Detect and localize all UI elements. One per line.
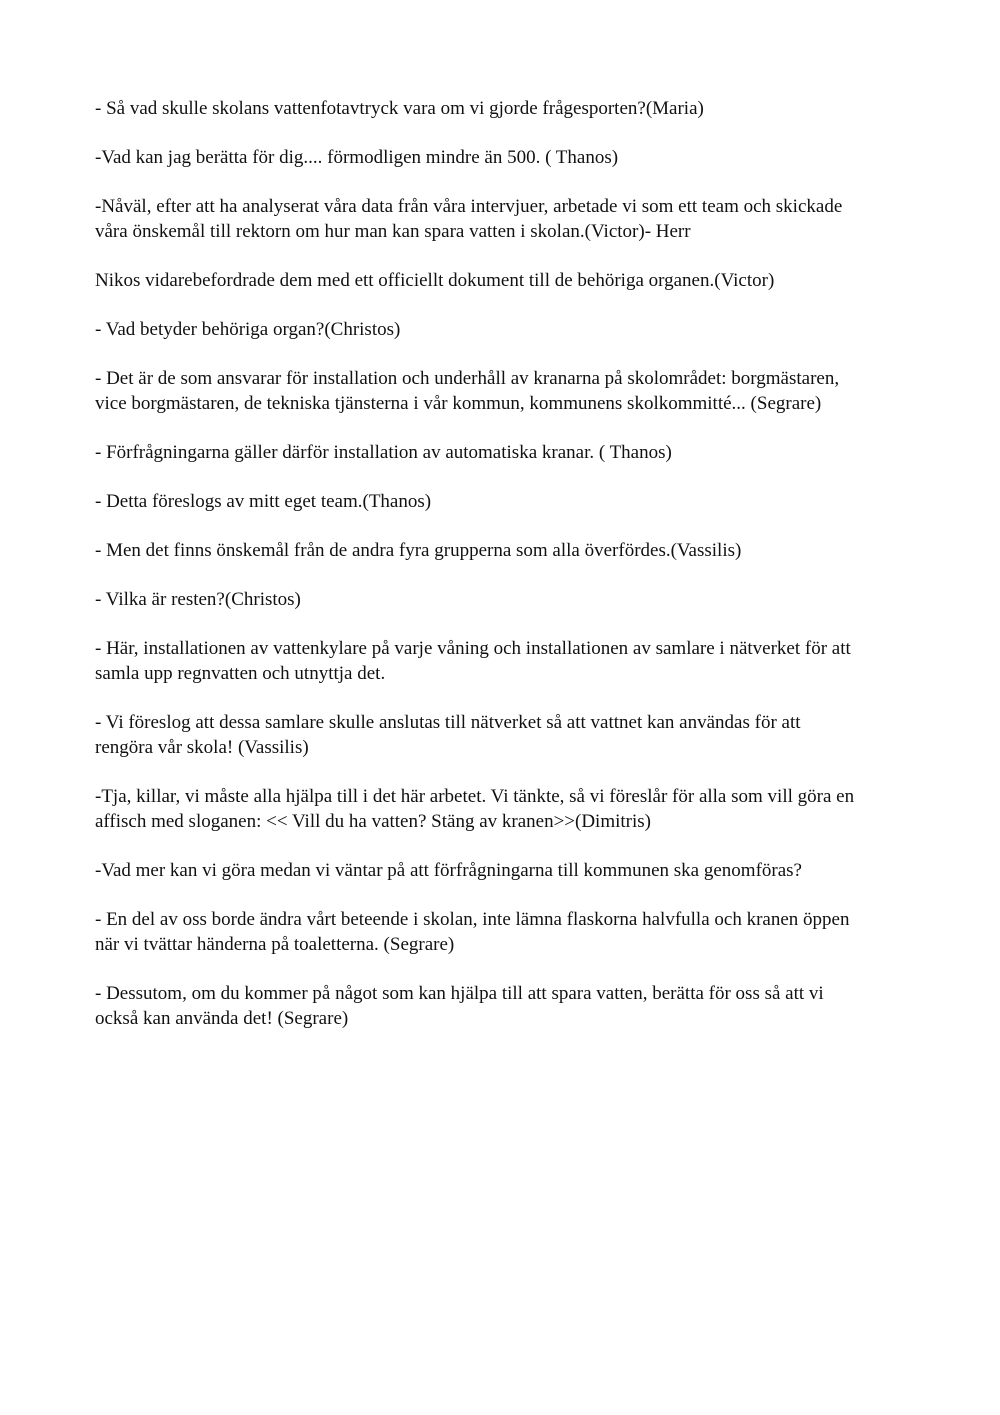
paragraph-10: - Vilka är resten?(Christos) (95, 589, 301, 610)
paragraph-14: -Vad mer kan vi göra medan vi väntar på att förfrågningarna till kommunen ska genomföras? (95, 860, 802, 881)
paragraph-15: - En del av oss borde ändra vårt beteende i skolan, inte lämna flaskorna halvfulla och kranen öppen när vi tvättar händerna på toaletterna. (Segrare) (95, 909, 850, 955)
paragraph-4: Nikos vidarebefordrade dem med ett officiellt dokument till de behöriga organen.(Victor) (95, 270, 775, 291)
paragraph-16: - Dessutom, om du kommer på något som kan hjälpa till att spara vatten, berätta för oss så att vi också kan använda det! (Segrare) (95, 983, 824, 1029)
paragraph-7: - Förfrågningarna gäller därför installation av automatiska kranar. ( Thanos) (95, 442, 672, 463)
paragraph-12: - Vi föreslog att dessa samlare skulle anslutas till nätverket så att vattnet kan användas för att rengöra vår skola! (Vassilis) (95, 712, 801, 758)
paragraph-5: - Vad betyder behöriga organ?(Christos) (95, 319, 401, 340)
paragraph-8: - Detta föreslogs av mitt eget team.(Thanos) (95, 491, 432, 512)
paragraph-13: -Tja, killar, vi måste alla hjälpa till i det här arbetet. Vi tänkte, så vi föreslår för alla som vill göra en affisch med sloganen: << Vill du ha vatten? Stäng av kranen>>(Dimitris) (95, 786, 855, 832)
paragraph-1: - Så vad skulle skolans vattenfotavtryck vara om vi gjorde frågesporten?(Maria) (95, 98, 704, 119)
paragraph-9: - Men det finns önskemål från de andra fyra grupperna som alla överfördes.(Vassilis) (95, 540, 742, 561)
paragraph-2: -Vad kan jag berätta för dig.... förmodligen mindre än 500. ( Thanos) (95, 147, 619, 168)
paragraph-11: - Här, installationen av vattenkylare på varje våning och installationen av samlare i nätverket för att samla upp regnvatten och utnyttja det. (95, 638, 851, 684)
paragraph-6: - Det är de som ansvarar för installation och underhåll av kranarna på skolområdet: borgmästaren, vice borgmästaren, de tekniska tjänsterna i vår kommun, kommunens skolkommitté... (Segrare) (95, 368, 840, 414)
paragraph-3: -Nåväl, efter att ha analyserat våra data från våra intervjuer, arbetade vi som ett team och skickade våra önskemål till rektorn om hur man kan spara vatten i skolan.(Victor)- Herr (95, 196, 843, 242)
dialogue-body (95, 96, 910, 1055)
